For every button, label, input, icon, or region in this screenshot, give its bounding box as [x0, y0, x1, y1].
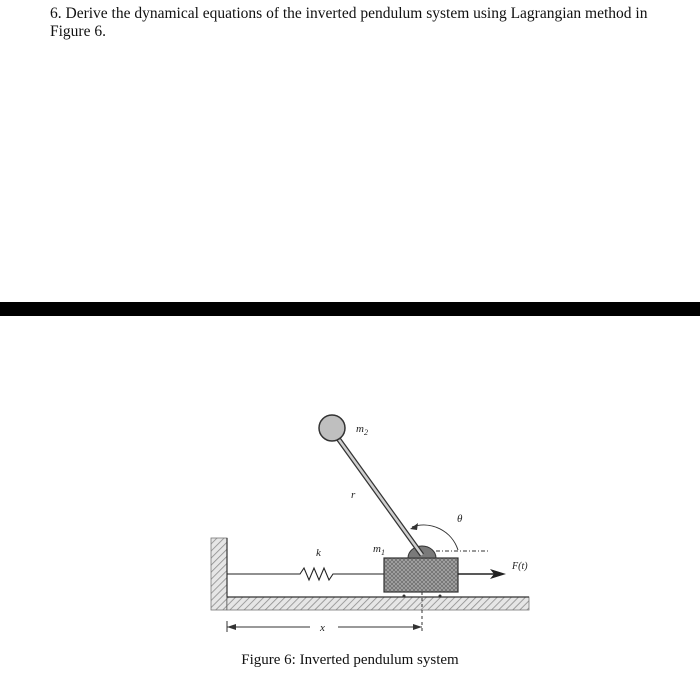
- inverted-pendulum-figure: [0, 316, 700, 652]
- cart-m1: [384, 558, 458, 592]
- question-text: 6. Derive the dynamical equations of the inverted pendulum system using Lagrangian method in Figure 6.: [50, 5, 648, 40]
- x-arrow-left: [227, 624, 236, 630]
- ground: [227, 597, 529, 610]
- pendulum-bob-m2: [319, 415, 345, 441]
- black-divider-bar: [0, 302, 700, 316]
- x-arrow-right: [413, 624, 422, 630]
- right-wheel: [439, 595, 442, 598]
- theta-label: θ: [457, 513, 463, 525]
- left-wheel: [403, 595, 406, 598]
- x-label: x: [320, 622, 325, 634]
- spring: [227, 568, 384, 580]
- figure-caption: Figure 6: Inverted pendulum system: [241, 652, 459, 668]
- wall: [211, 538, 227, 610]
- m2-label: $m_2$: [356, 423, 368, 437]
- pendulum-rod-inner: [332, 430, 422, 555]
- r-label: r: [351, 489, 356, 501]
- theta-arrowhead: [410, 523, 418, 530]
- force-label: F(t): [512, 561, 528, 572]
- m1-label: $m_1$: [373, 543, 385, 557]
- spring-constant-label: k: [316, 547, 321, 559]
